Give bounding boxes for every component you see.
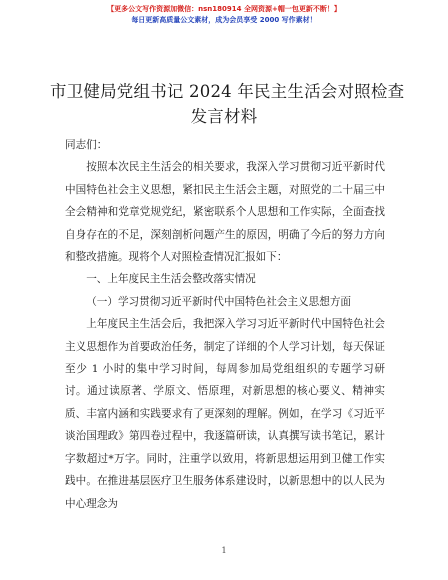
promo-banner-line-2: 每日更新高质量公文素材，成为会员享受 2000 写作素材！: [131, 16, 317, 24]
greeting: 同志们：: [65, 139, 108, 151]
promo-banner-line-1: 【更多公文写作资源加微信：nsn180914 全网资源+帽一包更新不断！】: [107, 5, 341, 13]
section-heading-1: 一、上年度民主生活会整改落实情况: [86, 273, 256, 286]
document-title-line-1: 市卫健局党组书记 2024 年民主生活会对照检查: [50, 82, 405, 101]
promo-banner: [0, 4, 448, 26]
body-paragraph-2: 上年度民主生活会后，我把深入学习习近平新时代中国特色社会主义思想作为首要政治任务，制定了详细的个人学习计划，每天保证至少 1 小时的集中学习时间，每周参加局党组组织的专题学习研讨。通过读原著、学原文、悟原理，对新思想的核心要义、精神实质、丰富内涵和实践要求有了更深刻的理解。例如，在学习《习近平谈治国理政》第四卷过程中，我逐篇研读，认真撰写读书笔记，累计字数超过*万字。同时，注重学以致用，将新思想运用到卫健工作实践中。在推进基层医疗卫生服务体系建设时，以新思想中的以人民为中心理念为: [65, 318, 385, 510]
document-title: [50, 79, 405, 129]
document-body: [65, 134, 385, 515]
document-title-line-2: 发言材料: [190, 107, 258, 126]
subsection-heading-1: （一）学习贯彻习近平新时代中国特色社会主义思想方面: [86, 295, 352, 308]
page-number: 1: [221, 546, 227, 555]
intro-paragraph: 按照本次民主生活会的相关要求，我深入学习贯彻习近平新时代中国特色社会主义思想，紧扣民主生活会主题，对照党的二十届三中全会精神和党章党规党纪，紧密联系个人思想和工作实际，全面查找自身存在的不足，深刻剖析问题产生的原因，明确了今后的努力方向和整改措施。现将个人对照检查情况汇报如下：: [65, 161, 385, 264]
